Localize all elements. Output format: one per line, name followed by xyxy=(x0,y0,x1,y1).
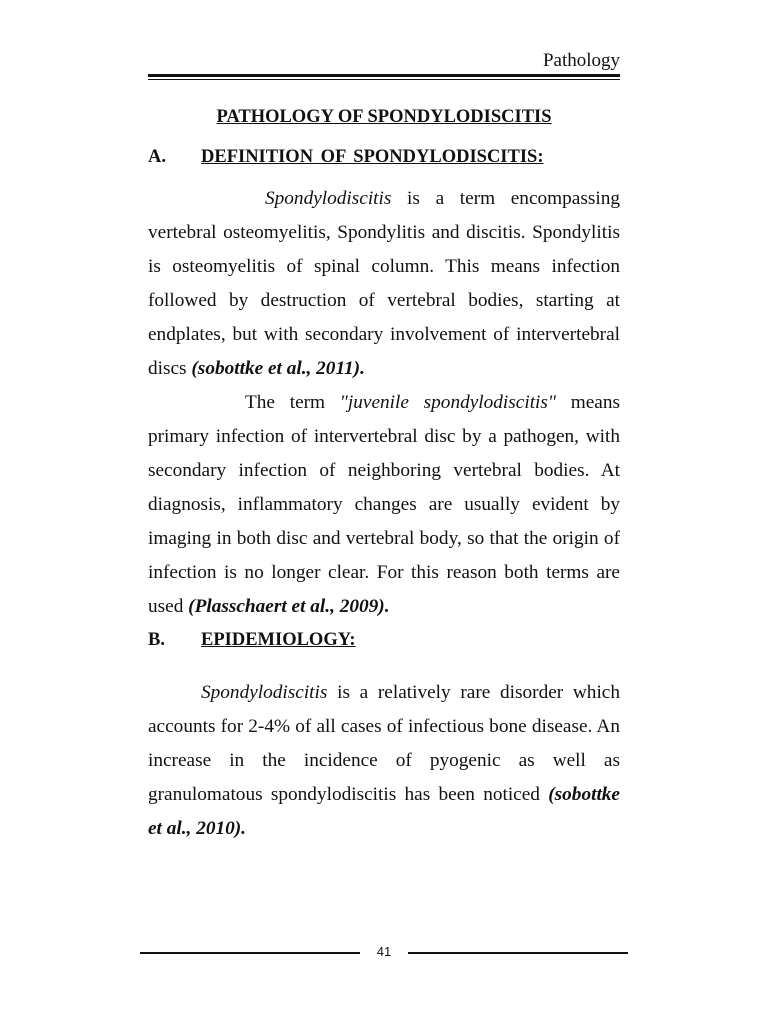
paragraph-text: means primary infection of intervertebral disc by a pathogen, with secondary infection of neighboring vertebral bodies. At diagnosis, inflammatory changes are usually evident by imaging in both disc and vertebral body, so that the origin of infection is no longer clear. For this reason both terms are used xyxy=(148,392,621,617)
citation: (sobottke et al., 2010). xyxy=(148,784,620,839)
header-rule xyxy=(148,74,620,77)
term-spondylodiscitis: Spondylodiscitis xyxy=(201,682,328,703)
section-b-title: EPIDEMIOLOGY: xyxy=(201,630,356,650)
section-b-heading xyxy=(148,626,620,654)
footer-rule-left xyxy=(140,952,360,954)
paragraph-text: is a term encompassing vertebral osteomyelitis, Spondylitis and discitis. Spondylitis is osteomyelitis of spinal column. This means infection followed by destruction of vertebral bodies, starting at endplates, but with secondary involvement of intervertebral discs xyxy=(148,188,620,379)
page-number: 41 xyxy=(376,944,392,959)
definition-paragraph-1 xyxy=(148,182,620,386)
header-rule-thin xyxy=(148,79,620,80)
page-title: PATHOLOGY OF SPONDYLODISCITIS xyxy=(216,107,552,127)
epidemiology-paragraph xyxy=(148,676,620,846)
term-juvenile-spondylodiscitis: "juvenile spondylodiscitis" xyxy=(339,392,557,413)
paragraph-lead: The term xyxy=(245,392,340,413)
citation: (Plasschaert et al., 2009). xyxy=(188,596,390,617)
citation: (sobottke et al., 2011). xyxy=(191,358,365,379)
section-a-heading xyxy=(148,143,620,171)
section-b-letter: B. xyxy=(148,630,165,650)
section-a-title: DEFINITION OF SPONDYLODISCITIS: xyxy=(201,147,544,167)
running-header: Pathology xyxy=(542,50,620,71)
page-body xyxy=(148,103,620,846)
footer-rule-right xyxy=(408,952,628,954)
paragraph-text: is a relatively rare disorder which accounts for 2-4% of all cases of infectious bone disease. An increase in the incidence of pyogenic as well as granulomatous spondylodiscitis has been noticed xyxy=(148,682,620,805)
definition-paragraph-2 xyxy=(148,386,620,624)
section-a-letter: A. xyxy=(148,147,166,167)
term-spondylodiscitis: Spondylodiscitis xyxy=(265,188,392,209)
